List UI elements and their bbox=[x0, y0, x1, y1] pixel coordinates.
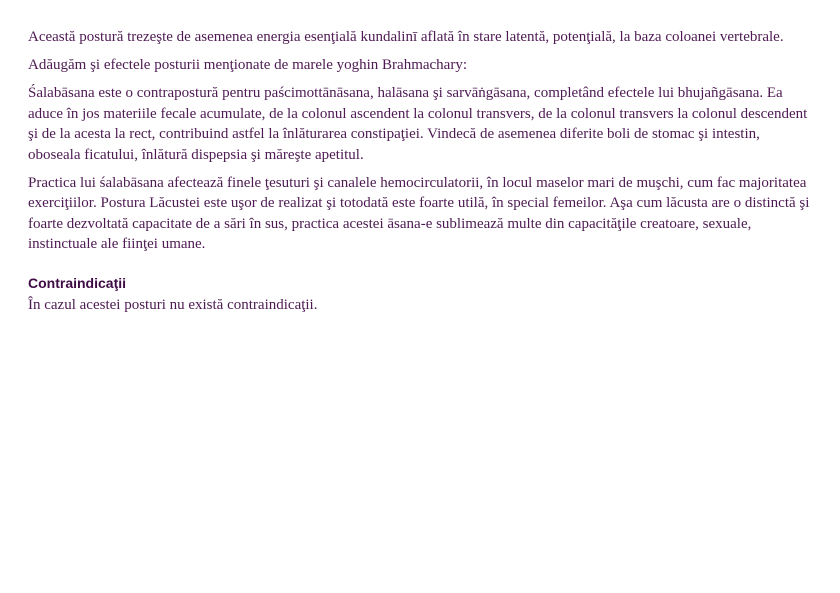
paragraph-salabasana-effects: Śalabāsana este o contrapostură pentru paścimottānāsana, halāsana şi sarvāṅgāsana, completând efectele lui bhujañgāsana. Ea aduce în jos materiile fecale acumulate, de la colonul ascendent la colonul transvers, de la colonul transvers la colonul descendent şi de la acesta la rect, contribuind astfel la înlăturarea constipaţiei. Vindecă de asemenea diferite boli de stomac şi intestin, oboseala ficatului, înlătură dispepsia şi măreşte apetitul. bbox=[28, 85, 808, 163]
paragraph-brahmachary-intro: Adăugăm şi efectele posturii menţionate de marele yoghin Brahmachary: bbox=[28, 57, 468, 73]
contraindications-text: În cazul acestei posturi nu există contraindicaţii. bbox=[28, 296, 318, 313]
contraindications-heading: Contraindicaţii bbox=[28, 274, 127, 291]
paragraph-kundalini: Această postură trezeşte de asemenea energia esenţială kundalinī aflată în stare latentă, potenţială, la baza coloanei vertebrale. bbox=[28, 29, 784, 45]
paragraph-salabasana-practice: Practica lui śalabāsana afectează finele ţesuturi şi canalele hemocirculatorii, în locul maselor mari de muşchi, cum fac majoritatea exerciţiilor. Postura Lăcustei este uşor de realizat şi totodată este foarte utilă, în special femeilor. Aşa cum lăcusta are o distinctă şi foarte dezvoltată capacitate de a sări în sus, practica acestei āsana-e sublimează multe din capacităţile creatoare, sexuale, instinctuale ale fiinţei umane. bbox=[28, 174, 810, 252]
